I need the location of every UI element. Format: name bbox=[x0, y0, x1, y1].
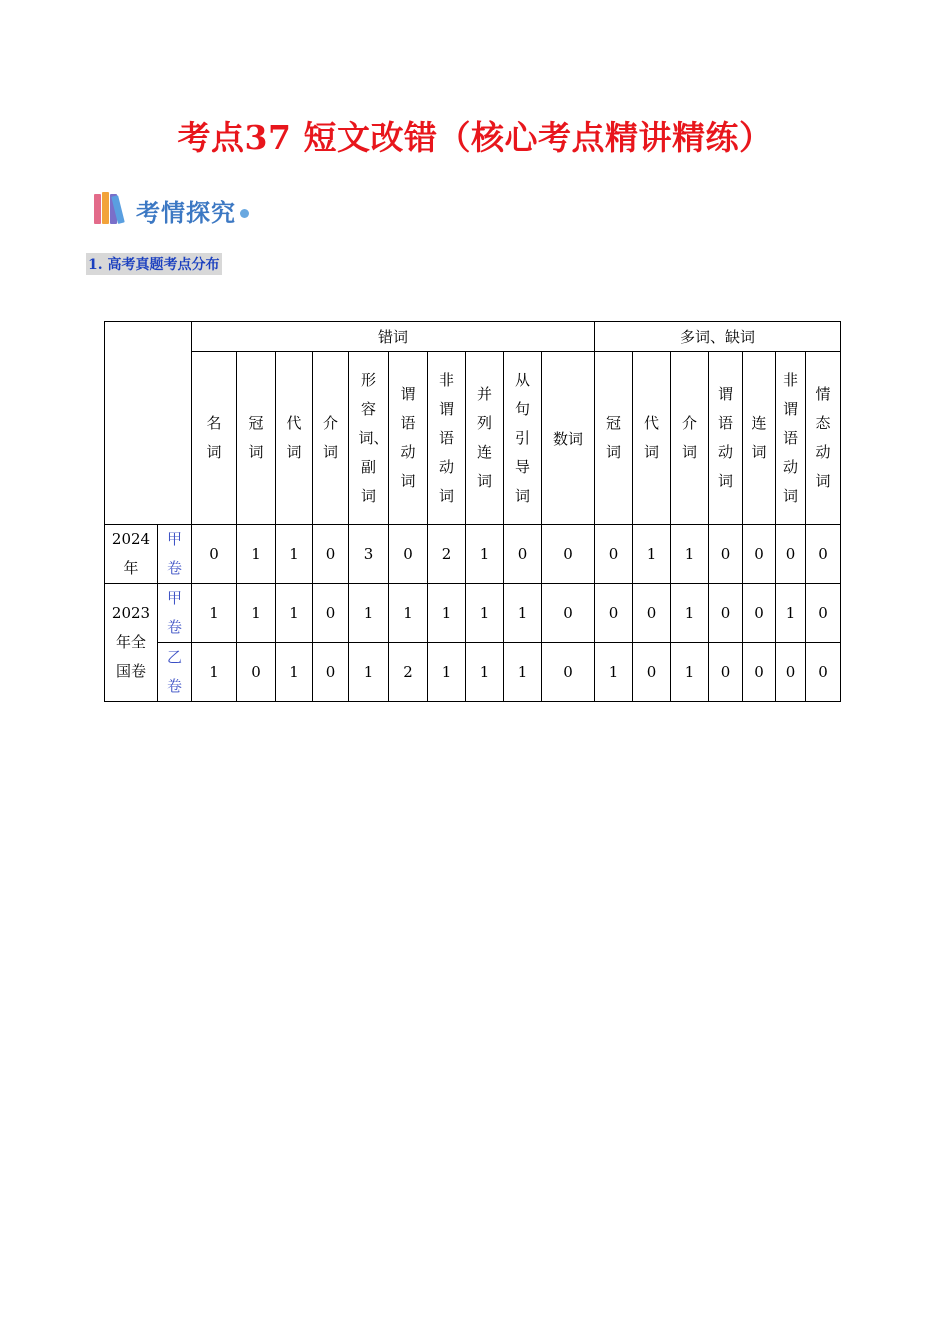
table-cell: 1 bbox=[671, 643, 709, 702]
table-cell: 1 bbox=[504, 584, 542, 643]
table-cell: 0 bbox=[709, 525, 743, 584]
table-cell: 0 bbox=[313, 525, 349, 584]
table-cell: 0 bbox=[237, 643, 276, 702]
table-cell: 1 bbox=[428, 584, 466, 643]
banner-title: 考情探究 bbox=[136, 198, 236, 227]
table-cell: 0 bbox=[743, 643, 776, 702]
banner-dot bbox=[240, 209, 249, 218]
table-cell: 0 bbox=[806, 525, 841, 584]
table-cell: 0 bbox=[313, 643, 349, 702]
column-header: 名词 bbox=[192, 352, 237, 525]
table-cell: 1 bbox=[276, 525, 313, 584]
table-cell: 0 bbox=[542, 643, 595, 702]
table-cell: 1 bbox=[237, 584, 276, 643]
table-cell: 1 bbox=[349, 643, 389, 702]
column-header: 冠词 bbox=[595, 352, 633, 525]
table-cell: 1 bbox=[776, 584, 806, 643]
table-cell: 0 bbox=[776, 643, 806, 702]
year-cell: 2023年全国卷 bbox=[105, 584, 158, 702]
table-cell: 1 bbox=[428, 643, 466, 702]
paper-cell: 甲卷 bbox=[158, 584, 192, 643]
column-header: 数词 bbox=[542, 352, 595, 525]
table-cell: 1 bbox=[671, 525, 709, 584]
table-cell: 0 bbox=[709, 643, 743, 702]
table-cell: 1 bbox=[349, 584, 389, 643]
table-cell: 1 bbox=[671, 584, 709, 643]
table-cell: 1 bbox=[276, 584, 313, 643]
table-cell: 0 bbox=[389, 525, 428, 584]
table-cell: 1 bbox=[595, 643, 633, 702]
table-cell: 1 bbox=[466, 584, 504, 643]
exam-distribution-table bbox=[104, 321, 841, 702]
column-header: 非谓语动词 bbox=[776, 352, 806, 525]
table-cell: 0 bbox=[743, 525, 776, 584]
table-cell: 0 bbox=[313, 584, 349, 643]
table-cell: 0 bbox=[504, 525, 542, 584]
column-header: 代词 bbox=[633, 352, 671, 525]
column-header: 介词 bbox=[671, 352, 709, 525]
table-cell: 1 bbox=[504, 643, 542, 702]
table-cell: 1 bbox=[389, 584, 428, 643]
group-header-wrong: 错词 bbox=[192, 322, 595, 352]
table-cell: 0 bbox=[806, 643, 841, 702]
table-cell: 3 bbox=[349, 525, 389, 584]
table-cell: 0 bbox=[743, 584, 776, 643]
table-cell: 0 bbox=[633, 643, 671, 702]
table-cell: 0 bbox=[709, 584, 743, 643]
books-icon bbox=[92, 192, 134, 228]
column-header: 从句引导词 bbox=[504, 352, 542, 525]
table-cell: 0 bbox=[633, 584, 671, 643]
column-header: 代词 bbox=[276, 352, 313, 525]
table-cell: 1 bbox=[276, 643, 313, 702]
group-header-extra: 多词、缺词 bbox=[595, 322, 841, 352]
table-cell: 0 bbox=[776, 525, 806, 584]
corner-cell bbox=[105, 322, 192, 525]
paper-cell: 甲卷 bbox=[158, 525, 192, 584]
column-header: 谓语动词 bbox=[389, 352, 428, 525]
table-cell: 0 bbox=[542, 584, 595, 643]
table-cell: 1 bbox=[466, 525, 504, 584]
table-cell: 1 bbox=[192, 584, 237, 643]
table-cell: 1 bbox=[633, 525, 671, 584]
table-cell: 1 bbox=[237, 525, 276, 584]
paper-cell: 乙卷 bbox=[158, 643, 192, 702]
table-cell: 0 bbox=[595, 584, 633, 643]
table-cell: 0 bbox=[192, 525, 237, 584]
table-cell: 1 bbox=[192, 643, 237, 702]
column-header: 形容词、副词 bbox=[349, 352, 389, 525]
column-header: 谓语动词 bbox=[709, 352, 743, 525]
table-cell: 2 bbox=[428, 525, 466, 584]
column-header: 冠词 bbox=[237, 352, 276, 525]
table-cell: 0 bbox=[595, 525, 633, 584]
column-header: 连词 bbox=[743, 352, 776, 525]
section-banner bbox=[92, 190, 249, 230]
column-header: 非谓语动词 bbox=[428, 352, 466, 525]
table-cell: 0 bbox=[542, 525, 595, 584]
table-cell: 2 bbox=[389, 643, 428, 702]
column-header: 并列连词 bbox=[466, 352, 504, 525]
column-header: 介词 bbox=[313, 352, 349, 525]
table-cell: 0 bbox=[806, 584, 841, 643]
page-title: 考点37 短文改错（核心考点精讲精练） bbox=[177, 118, 773, 157]
section-heading: 1. 高考真题考点分布 bbox=[86, 253, 222, 275]
column-header: 情态动词 bbox=[806, 352, 841, 525]
year-cell: 2024年 bbox=[105, 525, 158, 584]
table-cell: 1 bbox=[466, 643, 504, 702]
